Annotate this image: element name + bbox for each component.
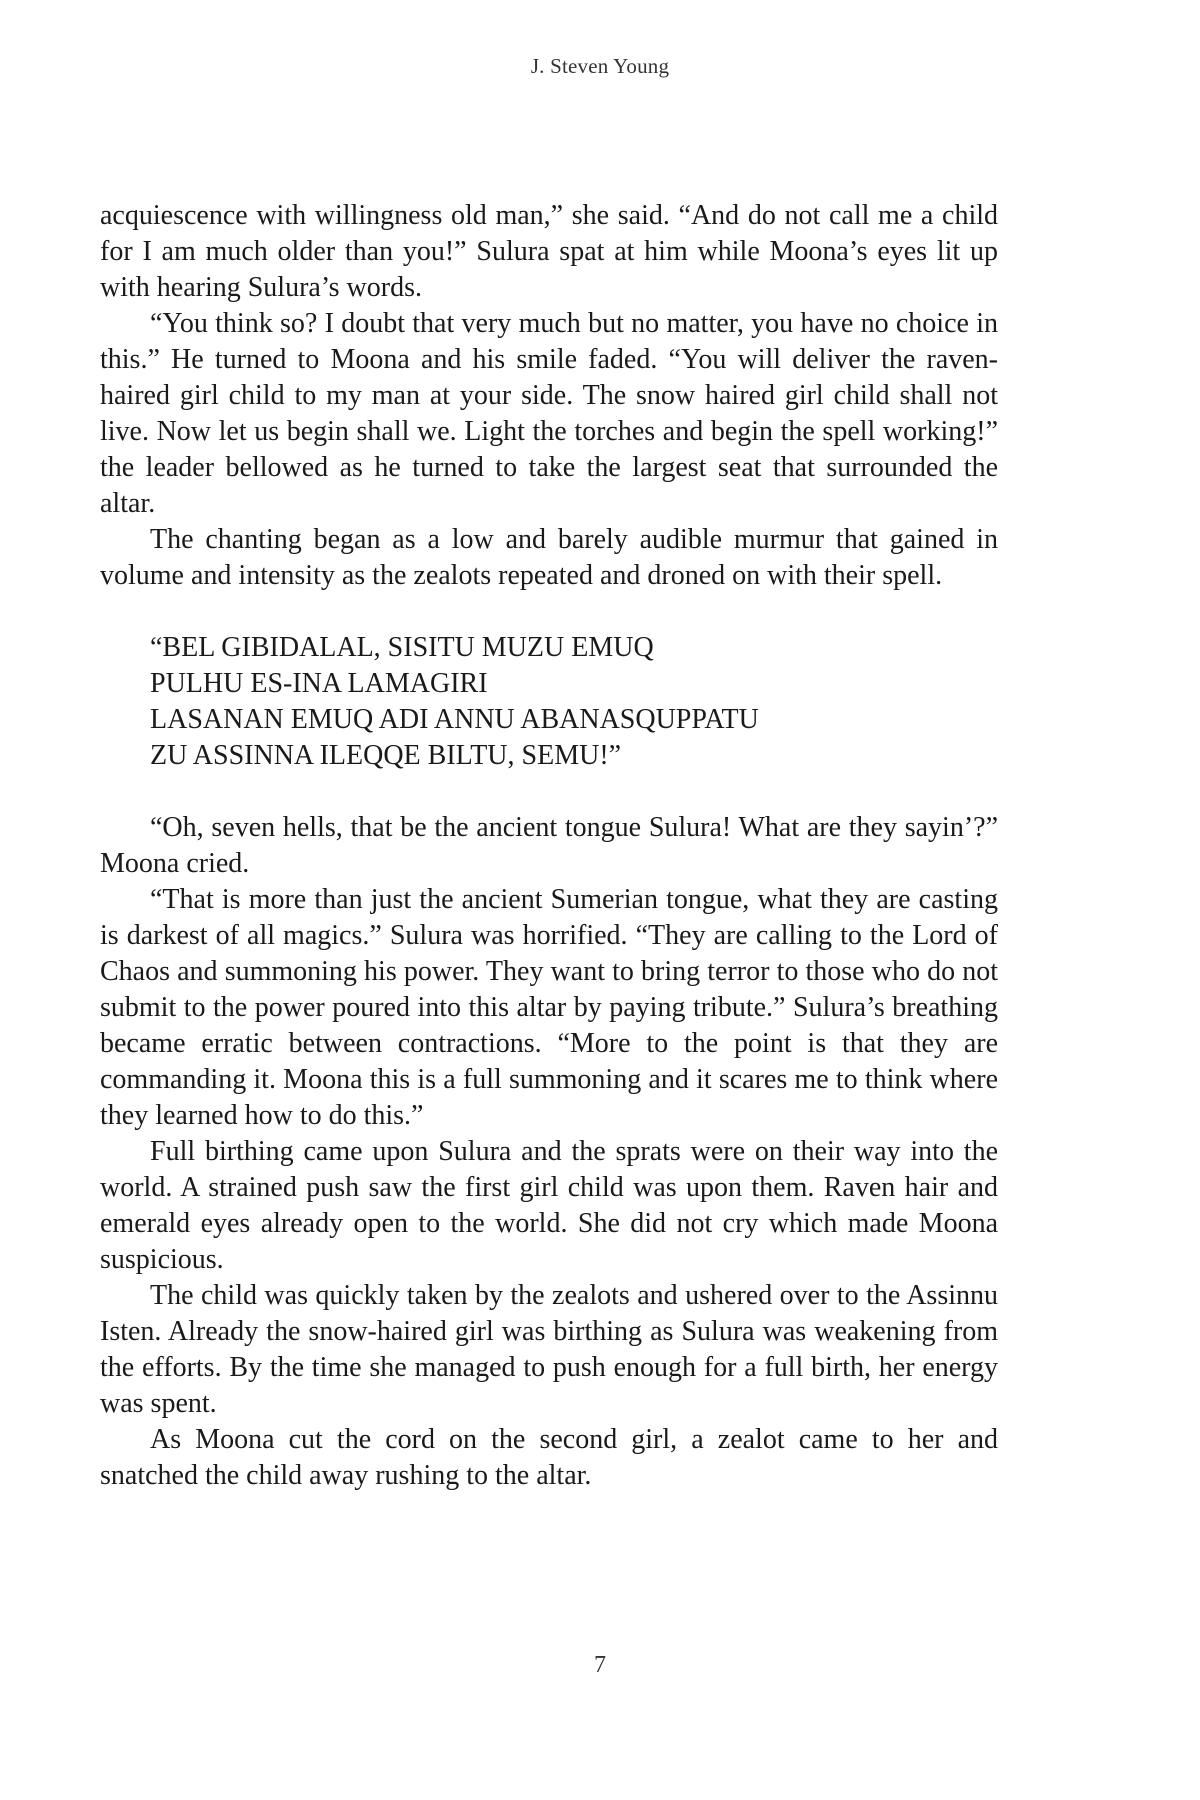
body-text: [100, 198, 998, 1494]
chant-line-3: LASANAN EMUQ ADI ANNU ABANASQUPPATU: [150, 704, 759, 735]
paragraph-8: As Moona cut the cord on the second girl, a zealot came to her and snatched the child away rushing to the altar.: [100, 1424, 998, 1491]
paragraph-3: The chanting began as a low and barely audible murmur that gained in volume and intensity as the zealots repeated and droned on with their spell.: [100, 524, 998, 591]
paragraph-1: acquiescence with willingness old man,” she said. “And do not call me a child for I am much older than you!” Sulura spat at him while Moona’s eyes lit up with hearing Sulura’s words.: [100, 200, 998, 303]
paragraph-6: Full birthing came upon Sulura and the sprats were on their way into the world. A strained push saw the first girl child was upon them. Raven hair and emerald eyes already open to the world. She did not cry which made Moona suspicious.: [100, 1136, 998, 1275]
chant-block: [150, 630, 998, 774]
chant-line-1: “BEL GIBIDALAL, SISITU MUZU EMUQ: [150, 632, 654, 663]
running-head-author: J. Steven Young: [530, 54, 670, 78]
paragraph-2: “You think so? I doubt that very much but no matter, you have no choice in this.” He turned to Moona and his smile faded. “You will deliver the raven-haired girl child to my man at your side. The snow haired girl child shall not live. Now let us begin shall we. Light the torches and begin the spell working!” the leader bellowed as he turned to take the largest seat that surrounded the altar.: [100, 308, 998, 519]
paragraph-4: “Oh, seven hells, that be the ancient tongue Sulura! What are they sayin’?” Moona cried.: [100, 812, 998, 879]
paragraph-5: “That is more than just the ancient Sumerian tongue, what they are casting is darkest of all magics.” Sulura was horrified. “They are calling to the Lord of Chaos and summoning his power. They want to bring terror to those who do not submit to the power poured into this altar by paying tribute.” Sulura’s breathing became erratic between contractions. “More to the point is that they are commanding it. Moona this is a full summoning and it scares me to think where they learned how to do this.”: [100, 884, 998, 1131]
chant-line-2: PULHU ES-INA LAMAGIRI: [150, 668, 488, 699]
page-number: 7: [594, 1652, 606, 1678]
chant-line-4: ZU ASSINNA ILEQQE BILTU, SEMU!”: [150, 740, 622, 771]
paragraph-7: The child was quickly taken by the zealots and ushered over to the Assinnu Isten. Already the snow-haired girl was birthing as Sulura was weakening from the efforts. By the time she managed to push enough for a full birth, her energy was spent.: [100, 1280, 998, 1419]
